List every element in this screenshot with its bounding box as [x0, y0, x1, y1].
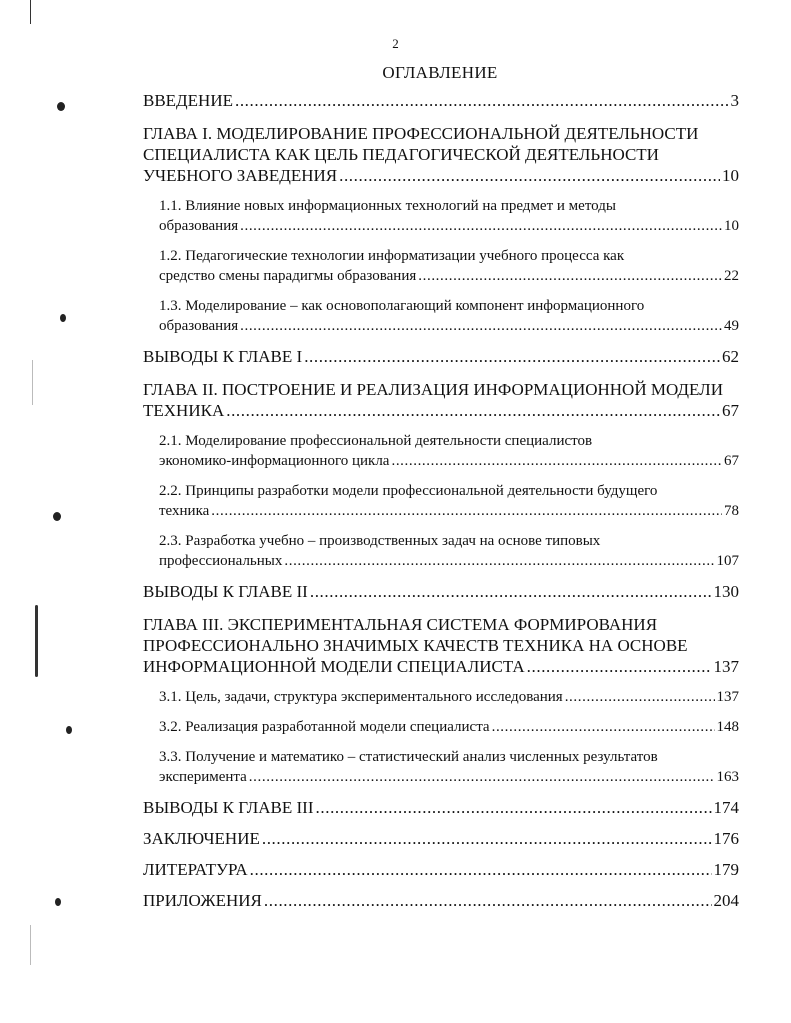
toc-entry-section-1-1[interactable]	[143, 196, 739, 236]
toc-entry-page: 67	[722, 401, 739, 420]
leader-dots	[565, 687, 715, 707]
toc-entry-text: ЛИТЕРАТУРА	[143, 860, 248, 879]
toc-entry-text: 3.1. Цель, задачи, структура экспериментального исследования	[159, 689, 563, 705]
toc-entry-heading: 2.3. Разработка учебно – производственных задач на основе типовых	[159, 533, 601, 549]
toc-entry-page: 174	[713, 798, 739, 817]
binder-hole-mark	[57, 102, 65, 111]
leader-dots	[492, 717, 715, 737]
toc-entry-section-3-1[interactable]	[143, 687, 739, 707]
leader-dots	[262, 828, 712, 849]
toc-entry-text: ИНФОРМАЦИОННОЙ МОДЕЛИ СПЕЦИАЛИСТА	[143, 657, 525, 676]
leader-dots	[284, 551, 714, 571]
leader-dots	[316, 797, 712, 818]
toc-entry-text: ПРИЛОЖЕНИЯ	[143, 891, 262, 910]
toc-entry-page: 10	[722, 166, 739, 185]
toc-entry-appendices[interactable]	[143, 890, 739, 911]
toc-entry-section-2-3[interactable]	[143, 531, 739, 571]
toc-entry-literature[interactable]	[143, 859, 739, 880]
leader-dots	[310, 581, 712, 602]
toc-entry-text: техника	[159, 503, 210, 519]
toc-entry-text: ВЫВОДЫ К ГЛАВЕ II	[143, 582, 308, 601]
toc-entry-heading: 2.1. Моделирование профессиональной деятельности специалистов	[159, 433, 593, 449]
leader-dots	[211, 501, 722, 521]
toc-entry-text: ВВЕДЕНИЕ	[143, 91, 233, 110]
leader-dots	[240, 216, 722, 236]
toc-entry-text: ЗАКЛЮЧЕНИЕ	[143, 829, 260, 848]
binder-hole-mark	[60, 314, 66, 322]
leader-dots	[264, 890, 712, 911]
leader-dots	[240, 316, 722, 336]
toc-entry-page: 67	[724, 453, 739, 469]
toc-entry-page: 148	[716, 719, 739, 735]
toc-entry-text: ВЫВОДЫ К ГЛАВЕ I	[143, 347, 303, 366]
toc-entry-text: УЧЕБНОГО ЗАВЕДЕНИЯ	[143, 166, 338, 185]
toc-entry-page: 62	[722, 347, 739, 366]
toc-entry-heading: 2.2. Принципы разработки модели профессиональной деятельности будущего	[159, 483, 658, 499]
toc-entry-chapter-2[interactable]	[143, 379, 739, 421]
toc-entry-page: 137	[713, 657, 739, 676]
toc-entry-page: 176	[713, 829, 739, 848]
toc-entry-conclusions-1[interactable]	[143, 346, 739, 367]
binder-hole-mark	[53, 512, 61, 521]
toc-entry-conclusion[interactable]	[143, 828, 739, 849]
toc-entry-page: 49	[724, 318, 739, 334]
toc-entry-page: 107	[716, 553, 739, 569]
page-number: 2	[392, 36, 399, 51]
leader-dots	[339, 165, 720, 186]
toc-entry-section-3-3[interactable]	[143, 747, 739, 787]
toc-entry-section-1-3[interactable]	[143, 296, 739, 336]
toc-entry-page: 78	[724, 503, 739, 519]
toc-title: ОГЛАВЛЕНИЕ	[382, 63, 498, 82]
toc-entry-heading: 3.3. Получение и математико – статистический анализ численных результатов	[159, 749, 658, 765]
toc-entry-conclusions-3[interactable]	[143, 797, 739, 818]
toc-entry-text: образования	[159, 218, 239, 234]
leader-dots	[391, 451, 722, 471]
scan-edge-line	[30, 925, 31, 965]
toc-entry-text: экономико-информационного цикла	[159, 453, 390, 469]
toc-entry-heading: ГЛАВА III. ЭКСПЕРИМЕНТАЛЬНАЯ СИСТЕМА ФОРМИРОВАНИЯ ПРОФЕССИОНАЛЬНО ЗНАЧИМЫХ КАЧЕСТВ ТЕХНИКА НА ОСНОВЕ	[143, 615, 688, 655]
leader-dots	[527, 656, 712, 677]
scan-edge-line	[32, 360, 33, 405]
toc-entry-page: 163	[716, 769, 739, 785]
leader-dots	[418, 266, 722, 286]
toc-entry-page: 130	[713, 582, 739, 601]
leader-dots	[304, 346, 720, 367]
leader-dots	[235, 90, 729, 111]
toc-entry-text: профессиональных	[159, 553, 283, 569]
toc-entry-page: 137	[716, 689, 739, 705]
toc-entry-page: 204	[713, 891, 739, 910]
toc-entry-heading: ГЛАВА II. ПОСТРОЕНИЕ И РЕАЛИЗАЦИЯ ИНФОРМАЦИОННОЙ МОДЕЛИ	[143, 380, 723, 399]
toc-entry-chapter-3[interactable]	[143, 614, 739, 677]
toc-entry-page: 10	[724, 218, 739, 234]
toc-entry-introduction[interactable]	[143, 90, 739, 111]
toc-entry-chapter-1[interactable]	[143, 123, 739, 186]
toc-entry-text: 3.2. Реализация разработанной модели специалиста	[159, 719, 490, 735]
toc-entry-section-2-2[interactable]	[143, 481, 739, 521]
scan-edge-line	[30, 0, 31, 24]
toc-entry-heading: 1.2. Педагогические технологии информатизации учебного процесса как	[159, 248, 625, 264]
scan-edge-line	[35, 605, 38, 677]
toc-entry-heading: ГЛАВА I. МОДЕЛИРОВАНИЕ ПРОФЕССИОНАЛЬНОЙ ДЕЯТЕЛЬНОСТИ СПЕЦИАЛИСТА КАК ЦЕЛЬ ПЕДАГОГИЧЕСКОЙ ДЕЯТЕЛЬНОСТИ	[143, 124, 699, 164]
toc-entry-conclusions-2[interactable]	[143, 581, 739, 602]
binder-hole-mark	[55, 898, 61, 906]
leader-dots	[249, 767, 715, 787]
toc-entry-page: 22	[724, 268, 739, 284]
binder-hole-mark	[66, 726, 72, 734]
toc-entry-heading: 1.3. Моделирование – как основополагающий компонент информационного	[159, 298, 645, 314]
toc-entry-page: 179	[713, 860, 739, 879]
toc-entry-section-3-2[interactable]	[143, 717, 739, 737]
toc-entry-text: эксперимента	[159, 769, 247, 785]
toc-entry-text: образования	[159, 318, 239, 334]
toc-entry-section-2-1[interactable]	[143, 431, 739, 471]
leader-dots	[250, 859, 712, 880]
toc-entry-text: средство смены парадигмы образования	[159, 268, 417, 284]
leader-dots	[226, 400, 720, 421]
toc-entry-text: ТЕХНИКА	[143, 401, 225, 420]
toc-entry-text: ВЫВОДЫ К ГЛАВЕ III	[143, 798, 314, 817]
table-of-contents	[143, 90, 739, 911]
toc-entry-page: 3	[730, 91, 739, 110]
toc-entry-section-1-2[interactable]	[143, 246, 739, 286]
toc-entry-heading: 1.1. Влияние новых информационных технологий на предмет и методы	[159, 198, 616, 214]
